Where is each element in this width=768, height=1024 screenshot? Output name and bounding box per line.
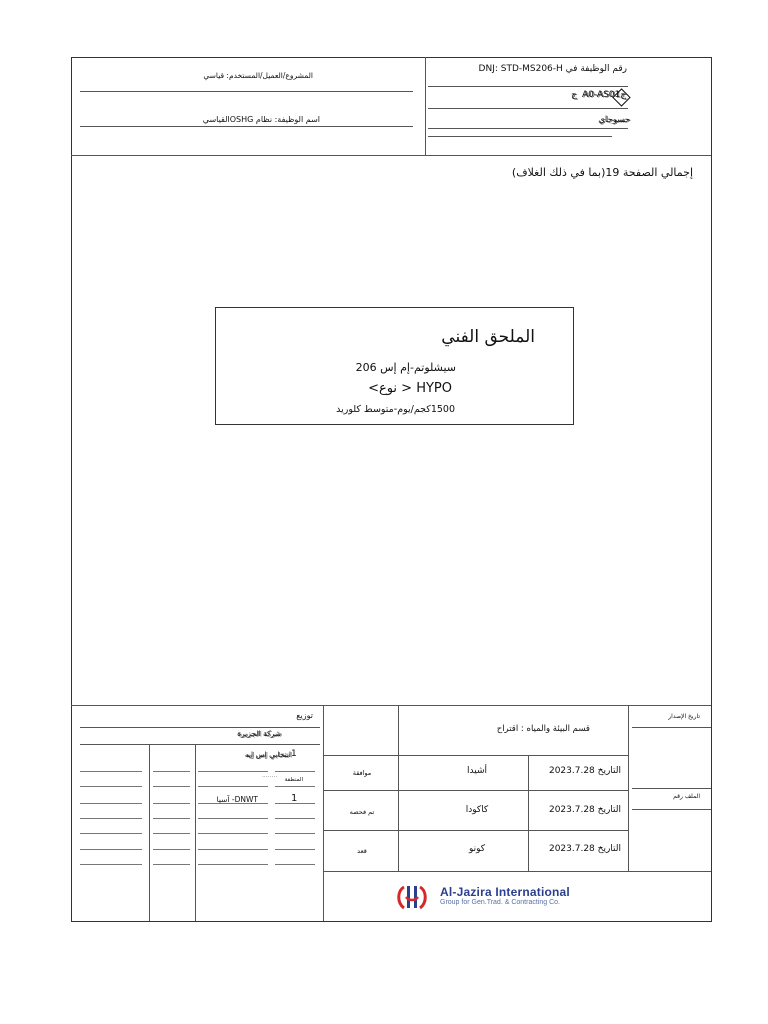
- footer-top-line: [71, 705, 711, 706]
- distribution-row-line: [80, 864, 142, 865]
- header-line: [428, 136, 612, 137]
- distribution-row-line: [80, 833, 142, 834]
- file-number-label: الملف رقم: [673, 793, 700, 800]
- distribution-company: شركة الجزيرة: [237, 729, 281, 738]
- issue-date-label: تاريخ الإصدار: [668, 713, 700, 720]
- approval-role: قعد: [357, 847, 367, 855]
- approval-name: كاكودا: [465, 805, 489, 815]
- distribution-column-line: [149, 744, 150, 921]
- distribution-row-line: [153, 786, 190, 787]
- page-title: الملحق الفني: [441, 327, 535, 347]
- area-label: المنطقة: [284, 777, 303, 783]
- distribution-row-line: [275, 833, 315, 834]
- distribution-row-line: [198, 849, 268, 850]
- distribution-row-line: [275, 849, 315, 850]
- area-dots: ........: [262, 772, 278, 779]
- distribution-row-line: [275, 818, 315, 819]
- distribution-row-line: [80, 771, 142, 772]
- outer-frame: [71, 57, 712, 922]
- approval-name: أشيدا: [467, 766, 487, 776]
- distribution-row-line: [198, 786, 268, 787]
- header-bottom-line: [71, 155, 711, 156]
- approval-row-line: [323, 830, 628, 831]
- approval-row-line: [323, 755, 628, 756]
- approval-date: التاريخ 2023.7.28: [548, 805, 622, 815]
- title-line-1: سيشلوتم-إم إس 206: [355, 361, 456, 374]
- header-line: [80, 126, 413, 127]
- approval-role: تم فحصه: [349, 808, 375, 816]
- distribution-row-line: [80, 803, 142, 804]
- header-line: [428, 86, 628, 87]
- title-line-2: HYPO < نوع>: [368, 381, 452, 396]
- approval-row-line: [323, 790, 628, 791]
- project-client: المشروع/العميل/المستخدم: قياسي: [203, 71, 313, 80]
- distribution-count: 1: [291, 749, 297, 759]
- distribution-column-line: [195, 744, 196, 921]
- title-line-3: 1500كجم/يوم-متوسط كلوريد: [336, 404, 455, 415]
- logo-name: Al-Jazira International: [440, 885, 570, 899]
- distribution-row-line: [80, 818, 142, 819]
- revision-prefix: ج: [571, 90, 577, 100]
- distribution-row-line: [153, 849, 190, 850]
- footer-divider: [323, 705, 324, 921]
- distribution-count: 1: [291, 793, 298, 804]
- header-line: [80, 91, 413, 92]
- distribution-row-line: [198, 864, 268, 865]
- approval-column-line: [398, 705, 399, 871]
- header-divider: [425, 57, 426, 155]
- approval-column-line: [528, 755, 529, 871]
- distribution-name: انتخابي إس إيه: [244, 750, 291, 759]
- distribution-title: توزيع: [296, 711, 313, 720]
- job-number: رقم الوظيفة في DNJ: STD-MS206-H: [478, 64, 627, 74]
- header-line: [428, 108, 628, 109]
- distribution-row-line: [80, 849, 142, 850]
- distribution-row-line: [153, 803, 190, 804]
- total-pages: إجمالي الصفحة 19(بما في ذلك الغلاف): [511, 166, 693, 179]
- approval-row-line: [323, 871, 711, 872]
- distribution-row-line: [198, 833, 268, 834]
- distribution-row-line: [275, 864, 315, 865]
- overlap-text: حسوجاي: [598, 115, 630, 125]
- distribution-row-line: [153, 833, 190, 834]
- distribution-name: DNWT- آسيا: [216, 795, 258, 804]
- distribution-line: [80, 744, 320, 745]
- header-line: [428, 128, 628, 129]
- revision-number: A0-AS01ج: [582, 90, 627, 100]
- job-name: اسم الوظيفة: نظام OSHGالقياسي: [202, 115, 320, 124]
- distribution-row-line: [80, 786, 142, 787]
- approval-side-line: [632, 788, 711, 789]
- distribution-row-line: [275, 786, 315, 787]
- approval-side-line: [632, 809, 711, 810]
- approval-role: موافقة: [352, 769, 372, 777]
- approval-name: كونو: [468, 844, 486, 854]
- al-jazira-logo-icon: [395, 883, 429, 911]
- distribution-row-line: [275, 771, 315, 772]
- department-label: قسم البيئة والمياه : اقتراح: [496, 724, 590, 734]
- distribution-row-line: [198, 818, 268, 819]
- distribution-line: [80, 727, 320, 728]
- distribution-row-line: [153, 771, 190, 772]
- approval-date: التاريخ 2023.7.28: [548, 766, 622, 776]
- approval-date: التاريخ 2023.7.28: [548, 844, 622, 854]
- distribution-row-line: [198, 771, 268, 772]
- distribution-row-line: [153, 864, 190, 865]
- distribution-row-line: [153, 818, 190, 819]
- approval-side-line: [632, 727, 711, 728]
- logo-tagline: Group for Gen.Trad. & Contracting Co.: [440, 899, 560, 906]
